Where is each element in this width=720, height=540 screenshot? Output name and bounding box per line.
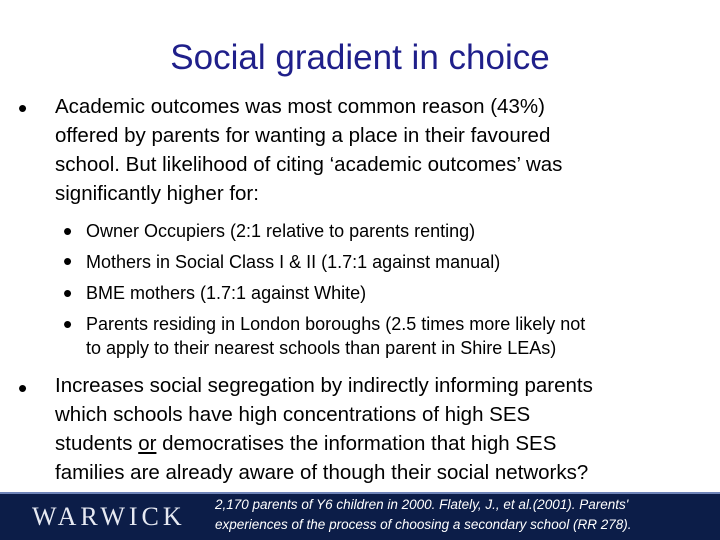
- slide-title: Social gradient in choice: [170, 38, 550, 77]
- footer-divider: [0, 492, 720, 494]
- sub-item-london-boroughs-cont: to apply to their nearest schools than parent in Shire LEAs): [86, 338, 557, 358]
- bullet-2-line-3-a: students: [55, 432, 139, 455]
- sub-item-bme-mothers: BME mothers (1.7:1 against White): [86, 283, 367, 303]
- sub-bullet-dot: •: [63, 246, 73, 276]
- footer-bar: [0, 492, 720, 540]
- bullet-2-line-3-b: democratises the information that high SES: [156, 432, 557, 455]
- bullet-2-underlined-or: or: [138, 432, 157, 455]
- sub-item-mothers-social-class: Mothers in Social Class I & II (1.7:1 against manual): [86, 252, 501, 272]
- bullet-2-line-4: families are already aware of though their social networks?: [55, 461, 589, 484]
- sub-bullet-dot: •: [63, 278, 73, 308]
- sub-item-london-boroughs: Parents residing in London boroughs (2.5 times more likely not: [86, 314, 586, 334]
- citation: [215, 495, 715, 535]
- bullet-1: [55, 92, 562, 208]
- bullet-1-line-1: Academic outcomes was most common reason (43%): [55, 95, 545, 118]
- sub-bullet-list: [86, 219, 585, 360]
- bullet-1-line-4: significantly higher for:: [55, 182, 259, 205]
- bullet-1-line-3: school. But likelihood of citing ‘academic outcomes’ was: [55, 153, 563, 176]
- sub-bullet-dot: •: [63, 309, 73, 339]
- sub-item-owner-occupiers: Owner Occupiers (2:1 relative to parents renting): [86, 221, 476, 241]
- bullet-2-line-2: which schools have high concentrations of high SES: [55, 403, 531, 426]
- warwick-logo: WARWICK: [32, 502, 186, 531]
- bullet-2-line-1: Increases social segregation by indirectly informing parents: [55, 374, 593, 397]
- citation-line-2: experiences of the process of choosing a secondary school (RR 278).: [215, 517, 632, 532]
- bullet-2: [55, 371, 593, 487]
- bullet-dot: •: [18, 93, 28, 123]
- bullet-dot: •: [18, 373, 28, 403]
- bullet-2-line-3: [55, 429, 593, 458]
- bullet-1-line-2: offered by parents for wanting a place in their favoured: [55, 124, 551, 147]
- citation-line-1: 2,170 parents of Y6 children in 2000. Flately, J., et al.(2001). Parents': [215, 497, 629, 512]
- sub-bullet-dot: •: [63, 216, 73, 246]
